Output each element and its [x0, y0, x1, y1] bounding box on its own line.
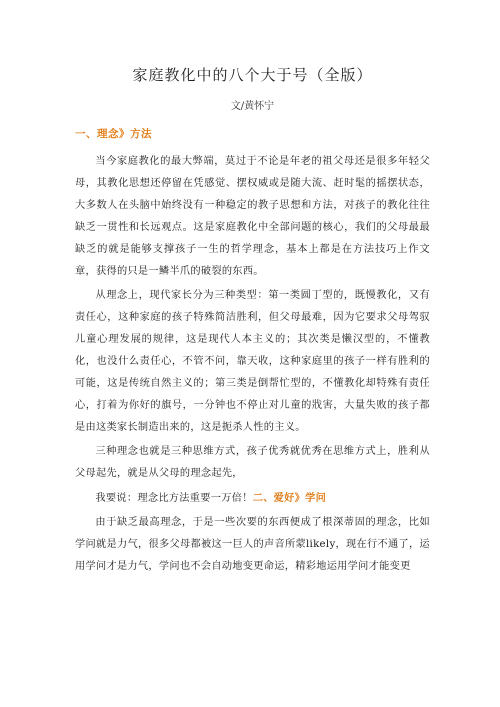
closing-paragraph	[75, 487, 430, 510]
section-heading-1: 一、理念》方法	[75, 128, 152, 140]
closing-statement: 我要说：理念比方法重要一万倍！	[95, 493, 253, 504]
body-paragraph: 三种理念也就是三种思维方式，孩子优秀就优秀在思维方式上，胜利从父母起先，就是从父母的理念起先，	[75, 446, 430, 479]
section-heading-2: 二、爱好》学问	[252, 492, 327, 504]
body-paragraph: 由于缺乏最高理念，于是一些次要的东西便成了根深蒂固的理念，比如学问就是力气，很多父母都被这一巨人的声音所蒙likely，现在行不通了，运用学问才是力气，学问也不会自动地变更命运，精彩地运用学问才能变更	[75, 517, 430, 572]
body-paragraph: 当今家庭教化的最大弊端，莫过于不论是年老的祖父母还是很多年轻父母，其教化思想还停留在凭感觉、摆权威或是随大流、赶时髦的摇摆状态，大多数人在头脑中始终没有一种稳定的教子思想和方法，对孩子的教化往往缺乏一贯性和长远观点。这是家庭教化中全部问题的核心，我们的父母最最缺乏的就是能够支撑孩子一生的哲学理念，基本上都是在方法技巧上作文章，获得的只是一鳞半爪的破裂的东西。	[75, 156, 430, 277]
document-title: 家庭教化中的八个大于号（全版）	[132, 66, 373, 84]
body-paragraph: 从理念上，现代家长分为三种类型：第一类圆丁型的，既慢教化，又有责任心，这种家庭的孩子特殊简洁胜利，但父母最难，因为它要求父母驾驭儿童心理发展的规律，这是现代人本主义的；其次类是懒汉型的，不懂教化，也没什么责任心，不管不问，靠天收，这种家庭里的孩子一样有胜利的可能，这是传统自然主义的；第三类是倒帮忙型的，不懂教化却特殊有责任心，打着为你好的旗号，一分钟也不停止对儿童的戕害，大量失败的孩子都是由这类家长制造出来的，这是扼杀人性的主义。	[75, 290, 430, 433]
document-author: 文/黄怀宁	[230, 101, 275, 112]
